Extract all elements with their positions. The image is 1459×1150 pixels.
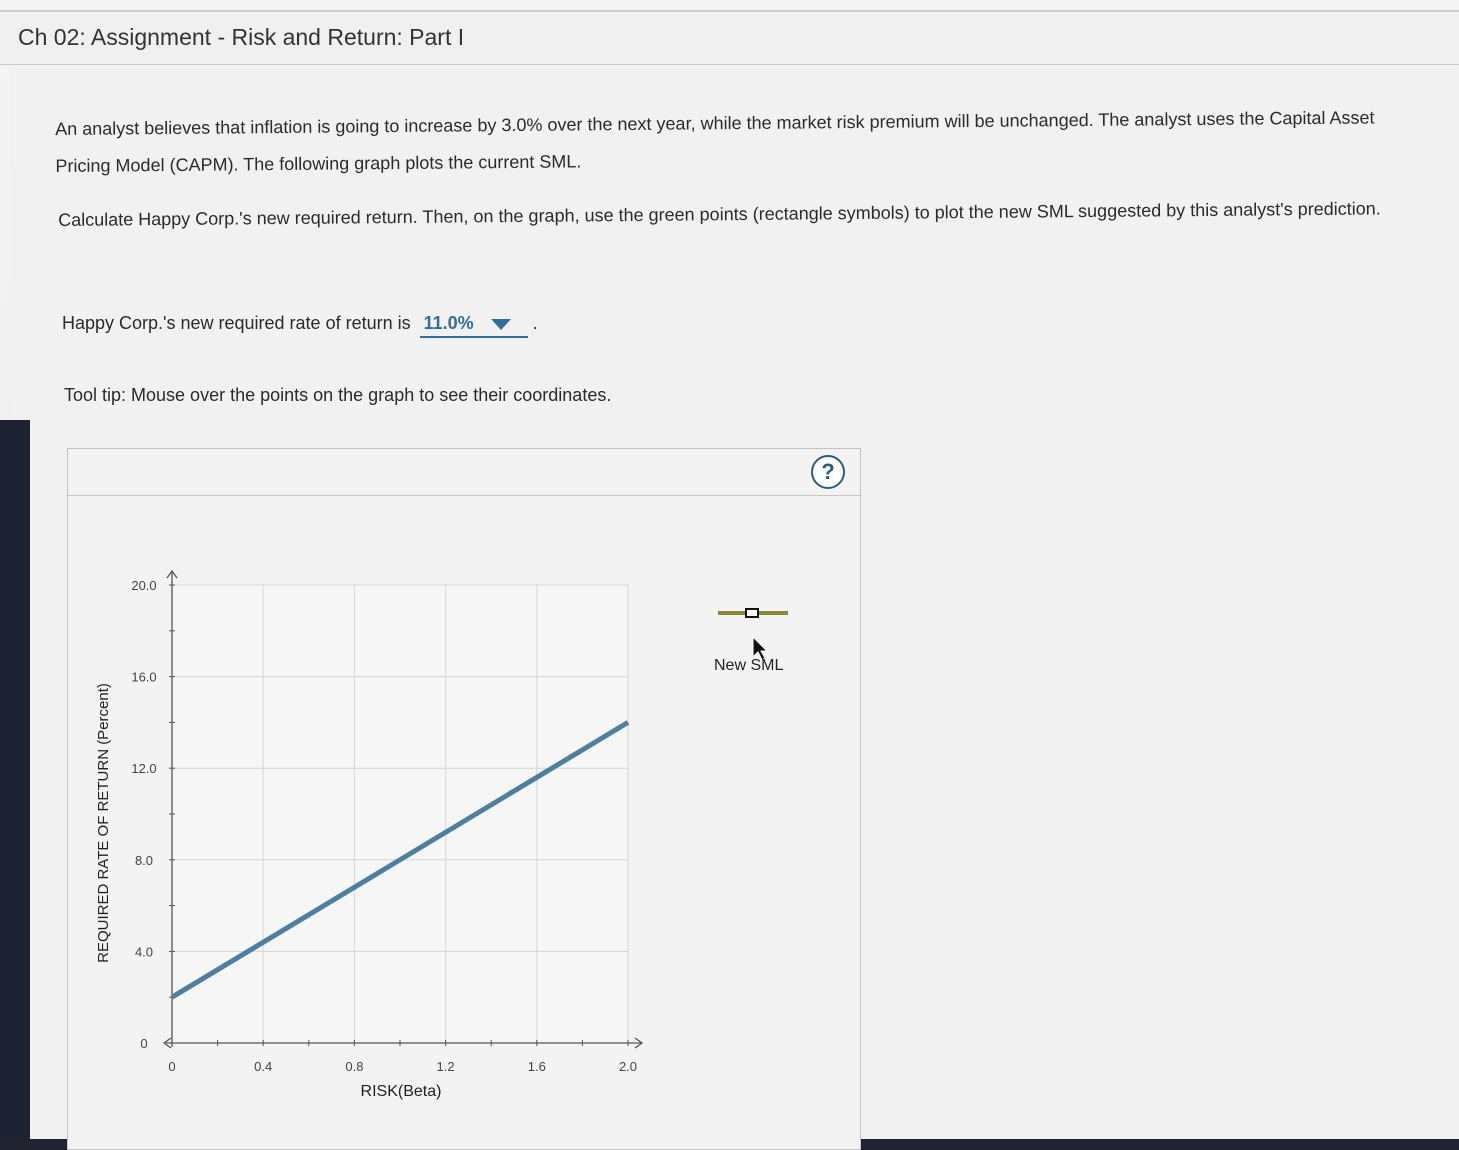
x-tick-label: 1.2 <box>436 1059 455 1074</box>
answer-suffix: . <box>532 313 538 333</box>
x-tick-label: 0.8 <box>345 1059 364 1074</box>
x-tick-label: 1.6 <box>527 1059 546 1074</box>
y-axis-label: REQUIRED RATE OF RETURN (Percent) <box>95 683 112 963</box>
y-tick-label: 20.0 <box>131 578 157 593</box>
answer-line <box>62 313 538 338</box>
top-rule <box>0 10 1459 12</box>
sml-chart <box>68 449 860 1139</box>
chevron-down-icon <box>491 319 511 330</box>
page-title: Ch 02: Assignment - Risk and Return: Part I <box>18 24 465 50</box>
question-paragraph-2: Calculate Happy Corp.'s new required return. Then, on the graph, use the green points (rectangle symbols) to plot the new SML suggested by this analyst's prediction. <box>58 198 1381 230</box>
required-return-dropdown[interactable] <box>420 313 528 338</box>
dropdown-value: 11.0% <box>423 313 474 333</box>
new-sml-legend-label[interactable]: New SML <box>714 657 784 674</box>
x-axis-label: RISK(Beta) <box>360 1083 442 1100</box>
help-icon[interactable]: ? <box>811 455 845 489</box>
window-edge <box>0 420 30 1139</box>
x-tick-label: 2.0 <box>618 1059 638 1074</box>
y-tick-label: 8.0 <box>134 852 154 868</box>
new-sml-rectangle-marker[interactable] <box>746 609 758 617</box>
y-tick-label: 0 <box>140 1036 148 1051</box>
x-tick-label: 0 <box>168 1059 176 1074</box>
tool-tip-text: Tool tip: Mouse over the points on the graph to see their coordinates. <box>64 385 612 405</box>
question-paragraph-1: An analyst believes that inflation is going to increase by 3.0% over the next year, while the market risk premium will be unchanged. The analyst uses the Capital Asset Pricing Model (CAPM). The following graph plots the current SML. <box>55 107 1375 176</box>
x-tick-label: 0.4 <box>254 1059 273 1074</box>
y-tick-label: 12.0 <box>131 761 157 777</box>
graph-panel <box>67 448 861 1150</box>
plot-area <box>172 585 628 1043</box>
answer-prefix: Happy Corp.'s new required rate of return is <box>62 313 411 333</box>
y-tick-label: 16.0 <box>131 669 157 685</box>
y-tick-label: 4.0 <box>134 944 154 960</box>
new-sml-legend-tool[interactable] <box>718 609 788 617</box>
